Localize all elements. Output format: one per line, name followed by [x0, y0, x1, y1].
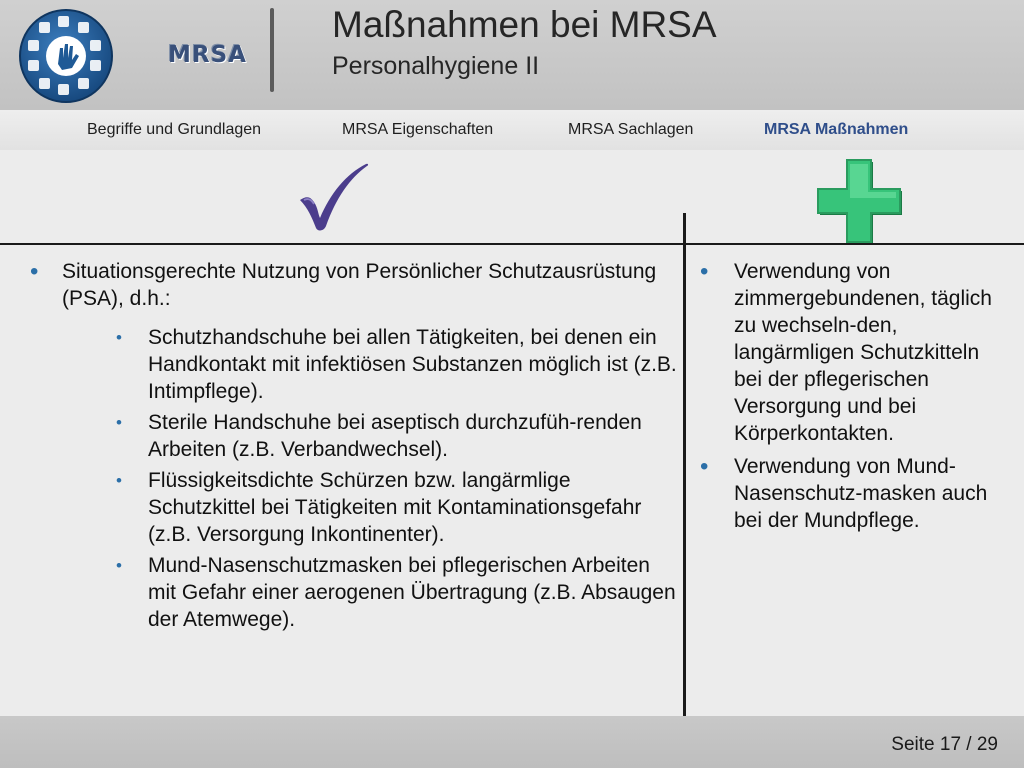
- nav-item-begriffe[interactable]: Begriffe und Grundlagen: [87, 121, 262, 138]
- right-item-text: Verwendung von Mund- Nasenschutz-masken auch bei der Mundpflege.: [734, 455, 988, 532]
- bullet-icon: •: [700, 453, 709, 480]
- sub-list-item: [62, 552, 678, 633]
- left-column-list: [30, 258, 678, 641]
- bullet-icon: •: [116, 556, 122, 575]
- bullet-icon: •: [116, 413, 122, 432]
- list-item: [30, 258, 678, 633]
- footer: [0, 716, 1024, 768]
- mrsa-logo-icon: [18, 8, 114, 104]
- sub-list-item: [62, 467, 678, 548]
- right-item-text: Verwendung von zimmergebundenen, täglich zu wechseln-den, langärmligen Schutzkitteln bei der pflegerischen Versorgung und bei Körperkontakten.: [734, 260, 992, 445]
- bullet-icon: •: [116, 328, 122, 347]
- brand-label: MRSA: [168, 42, 247, 68]
- sub-list: [62, 324, 678, 633]
- bullet-icon: •: [30, 258, 39, 285]
- sub-list-item: [62, 409, 678, 463]
- sub-item-text: Mund-Nasenschutzmasken bei pflegerischen Arbeiten mit Gefahr einer aerogenen Übertragung (z.B. Absaugen der Atemwege).: [148, 554, 676, 631]
- header-divider: [270, 8, 274, 92]
- page-subtitle: Personalhygiene II: [332, 52, 540, 80]
- sub-item-text: Sterile Handschuhe bei aseptisch durchzufüh-renden Arbeiten (z.B. Verbandwechsel).: [148, 411, 642, 461]
- list-item: [700, 453, 1000, 534]
- bullet-icon: •: [700, 258, 709, 285]
- nav-bar: [0, 110, 1024, 150]
- header: [0, 0, 1024, 110]
- nav-item-massnahmen[interactable]: MRSA Maßnahmen: [764, 121, 909, 138]
- nav-item-eigenschaften[interactable]: MRSA Eigenschaften: [342, 121, 494, 138]
- checkmark-icon: [296, 160, 370, 234]
- sub-item-text: Schutzhandschuhe bei allen Tätigkeiten, bei denen ein Handkontakt mit infektiösen Substanzen möglich ist (z.B. Intimpflege).: [148, 326, 677, 403]
- vertical-divider: [683, 213, 686, 716]
- horizontal-divider: [0, 243, 1024, 245]
- sub-item-text: Flüssigkeitsdichte Schürzen bzw. langärmlige Schutzkittel bei Tätigkeiten mit Kontaminationsgefahr (z.B. Versorgung Inkontinenter).: [148, 469, 642, 546]
- bullet-icon: •: [116, 471, 122, 490]
- sub-list-item: [62, 324, 678, 405]
- list-item: [700, 258, 1000, 447]
- page-title: Maßnahmen bei MRSA: [332, 4, 717, 45]
- main-item-text: Situationsgerechte Nutzung von Persönlicher Schutzausrüstung (PSA), d.h.:: [62, 260, 657, 310]
- green-cross-icon: [814, 156, 904, 246]
- nav-item-sachlagen[interactable]: MRSA Sachlagen: [568, 121, 694, 138]
- right-column-list: [700, 258, 1000, 540]
- page-number: Seite 17 / 29: [891, 734, 998, 755]
